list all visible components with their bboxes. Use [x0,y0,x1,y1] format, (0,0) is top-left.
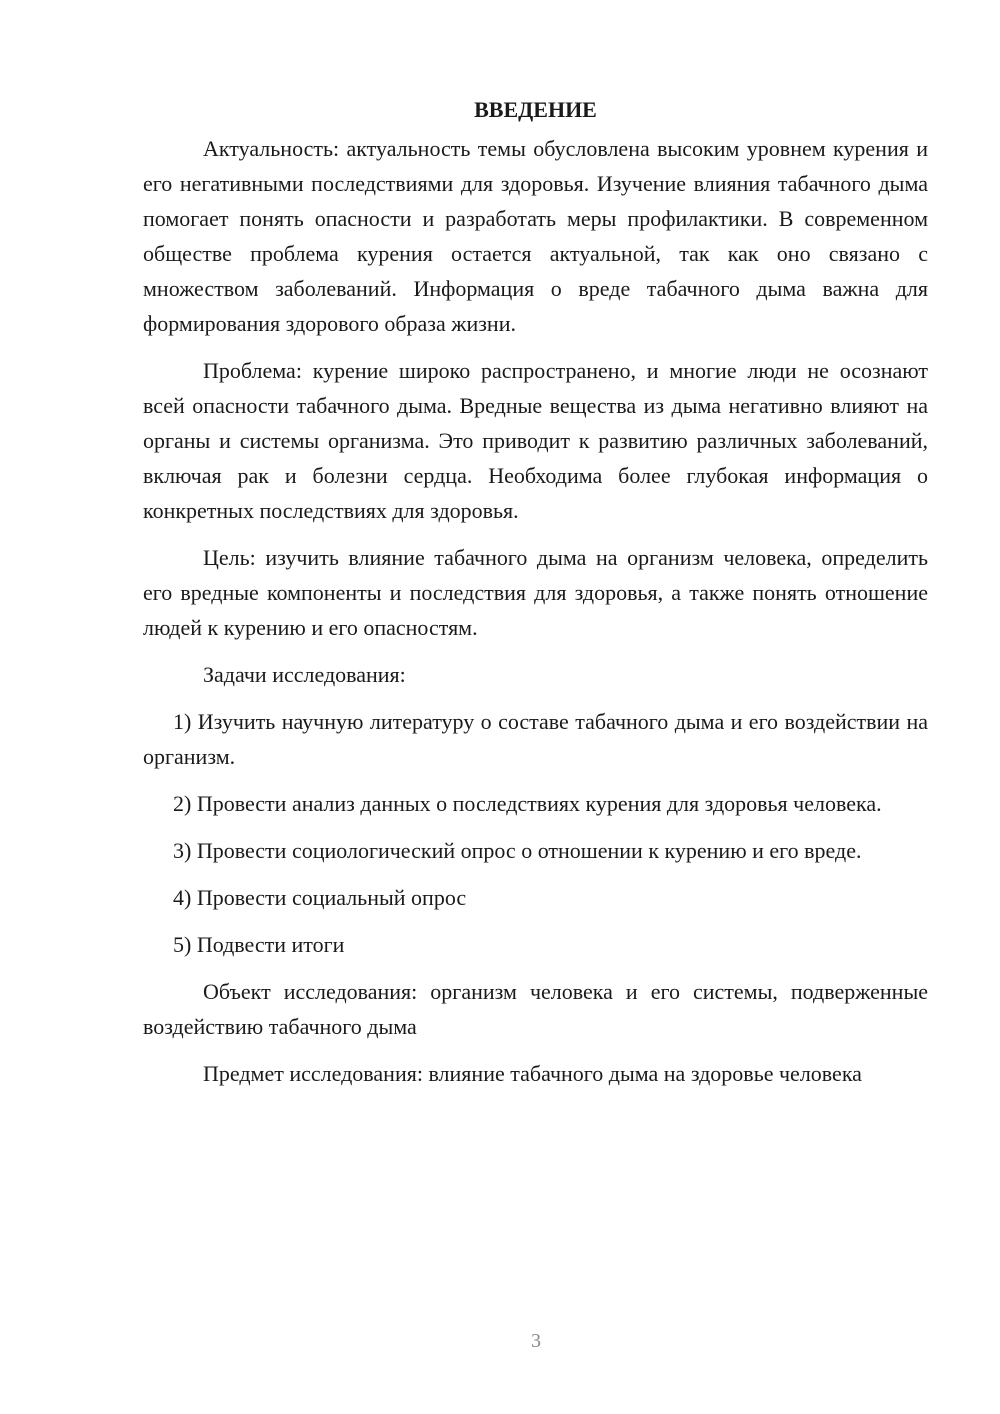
task-item-2: 2) Провести анализ данных о последствиях курения для здоровья человека. [173,791,882,816]
paragraph-object: Объект исследования: организм человека и его системы, подверженные воздействию табачного дыма [143,979,928,1039]
document-page [143,92,928,1103]
page-number: 3 [531,1330,541,1352]
paragraph-goal: Цель: изучить влияние табачного дыма на организм человека, определить его вредные компоненты и последствия для здоровья, а также понять отношение людей к курению и его опасностям. [143,545,928,640]
paragraph-subject: Предмет исследования: влияние табачного дыма на здоровье человека [203,1061,862,1086]
task-item-3: 3) Провести социологический опрос о отношении к курению и его вреде. [173,838,862,863]
task-item-1: 1) Изучить научную литературу о составе табачного дыма и его воздействии на организм. [143,709,928,769]
paragraph-problem: Проблема: курение широко распространено, и многие люди не осознают всей опасности табачного дыма. Вредные вещества из дыма негативно влияют на органы и системы организма. Это приводит к развитию различных заболеваний, включая рак и болезни сердца. Необходима более глубокая информация о конкретных последствиях для здоровья. [143,358,928,523]
tasks-heading: Задачи исследования: [203,662,406,687]
task-item-5: 5) Подвести итоги [173,932,345,957]
task-item-4: 4) Провести социальный опрос [173,885,467,910]
paragraph-relevance: Актуальность: актуальность темы обусловлена высоким уровнем курения и его негативными последствиями для здоровья. Изучение влияния табачного дыма помогает понять опасности и разработать меры профилактики. В современном обществе проблема курения остается актуальной, так как оно связано с множеством заболеваний. Информация о вреде табачного дыма важна для формирования здорового образа жизни. [143,136,928,336]
document-title: ВВЕДЕНИЕ [474,97,597,122]
